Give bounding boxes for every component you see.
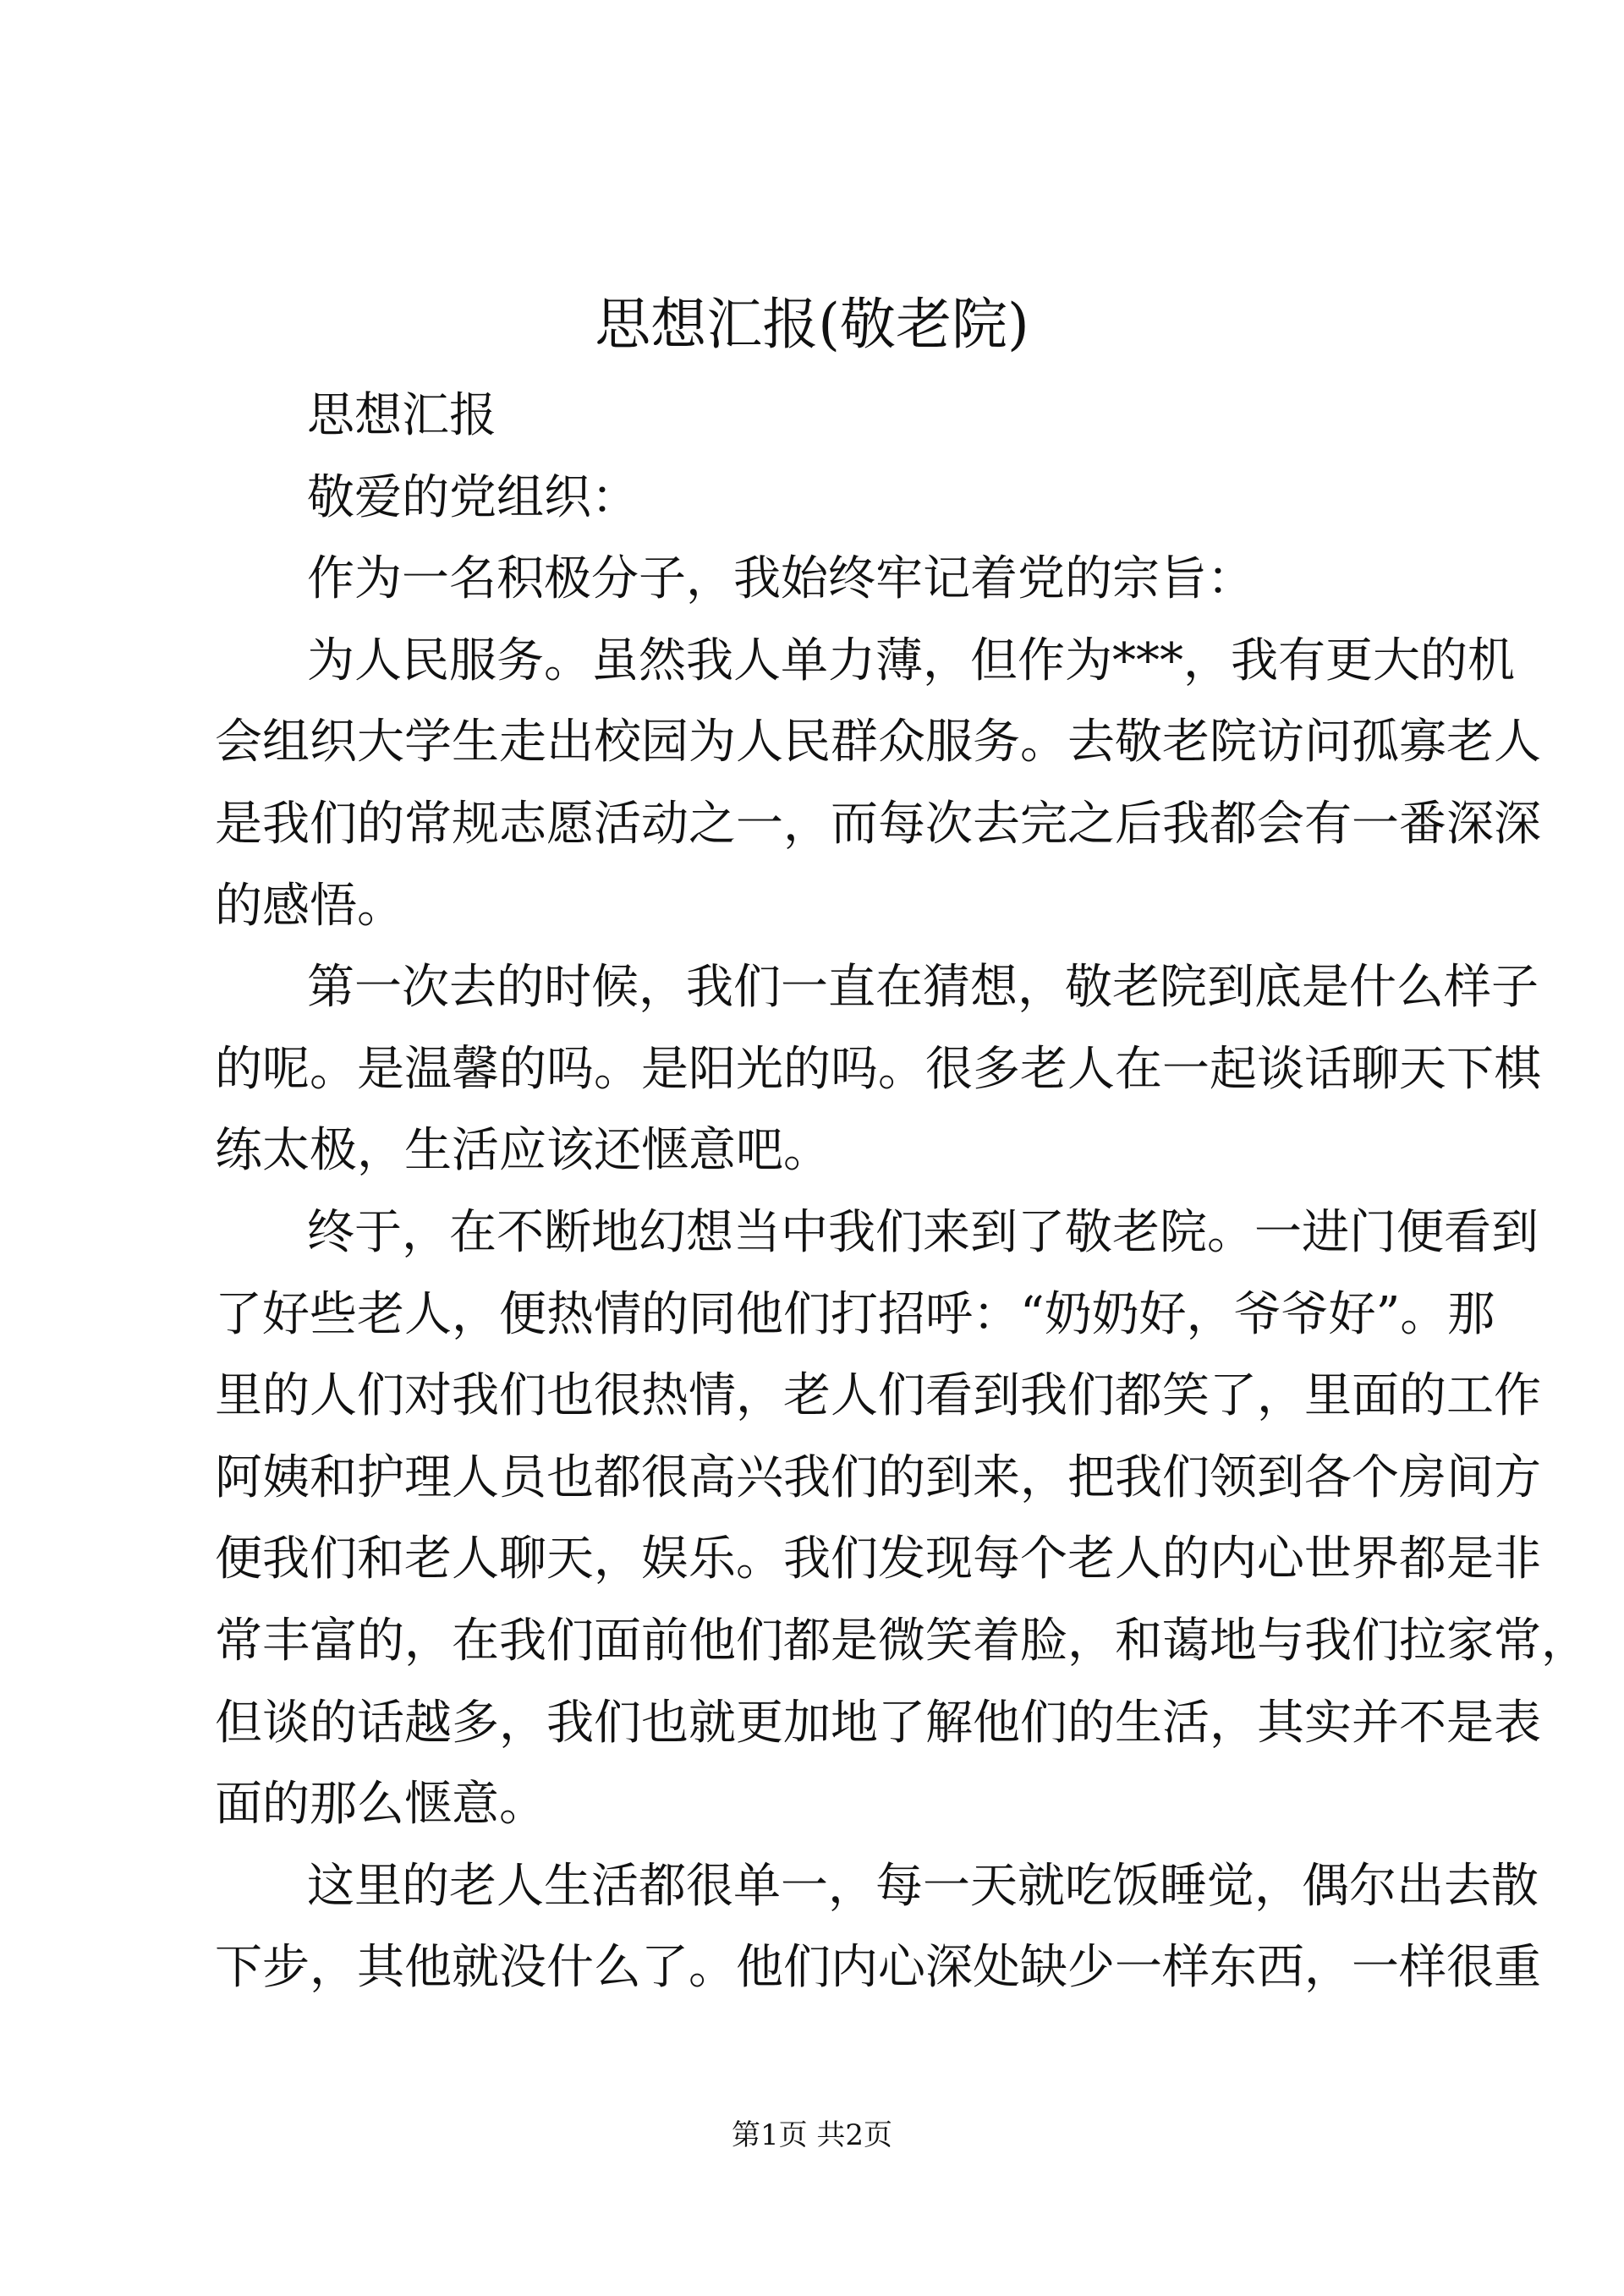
paragraph-line: 的感悟。 <box>215 878 404 934</box>
paragraph-line: 是我们的常规志愿活动之一，而每次去完之后我都会有一番深深 <box>215 796 1541 852</box>
paragraph-line: 终于，在不断地幻想当中我们来到了敬老院。一进门便看到 <box>307 1204 1539 1260</box>
paragraph-line: 的呢。是温馨的吗。是阳光的吗。很多老人在一起谈话聊天下棋 <box>215 1041 1541 1097</box>
paragraph-line: 会组织大学生走出校园为人民群众服务。去敬老院访问孤寡老人 <box>215 715 1541 770</box>
paragraph-line: 里的人们对我们也很热情，老人们看到我们都笑了，里面的工作 <box>215 1368 1541 1424</box>
paragraph-line: 常丰富的，在我们面前他们都是微笑着脸，和蔼地与我们拉家常， <box>215 1613 1588 1669</box>
document-body <box>215 375 1588 2009</box>
paragraph-line: 便我们和老人聊天，娱乐。我们发现每个老人的内心世界都是非 <box>215 1532 1541 1587</box>
paragraph-line: 但谈的话越多，我们也就更加地了解他们的生活，其实并不是表 <box>215 1695 1541 1751</box>
paragraph-line: 练太极，生活应该还惬意吧。 <box>215 1123 831 1179</box>
page-footer: 第1页 共2页 <box>731 2118 893 2152</box>
document-title: 思想汇报(敬老院) <box>595 292 1029 357</box>
paragraph-line: 面的那么惬意。 <box>215 1777 546 1833</box>
paragraph-line: 下步，其他就没什么了。他们内心深处缺少一样东西，一样很重 <box>215 1940 1541 1996</box>
paragraph-line: 阿姨和护理人员也都很高兴我们的到来，把我们领到各个房间方 <box>215 1449 1541 1505</box>
paragraph-line: 作为一名积极分子，我始终牢记着党的宗旨： <box>307 551 1254 607</box>
paragraph-line: 敬爱的党组织： <box>307 469 639 525</box>
paragraph-line: 了好些老人，便热情的同他们打招呼：“奶奶好，爷爷好”。那 <box>215 1286 1495 1342</box>
paragraph-line: 为人民服务。虽然我人单力薄，但作为***，我有更大的机 <box>307 633 1515 688</box>
paragraph-line: 第一次去的时候，我们一直在猜想，敬老院到底是什么样子 <box>307 960 1539 1016</box>
paragraph-line: 思想汇报 <box>307 388 497 443</box>
paragraph-line: 这里的老人生活都很单一，每一天就吃饭睡觉，偶尔出去散 <box>307 1858 1539 1914</box>
